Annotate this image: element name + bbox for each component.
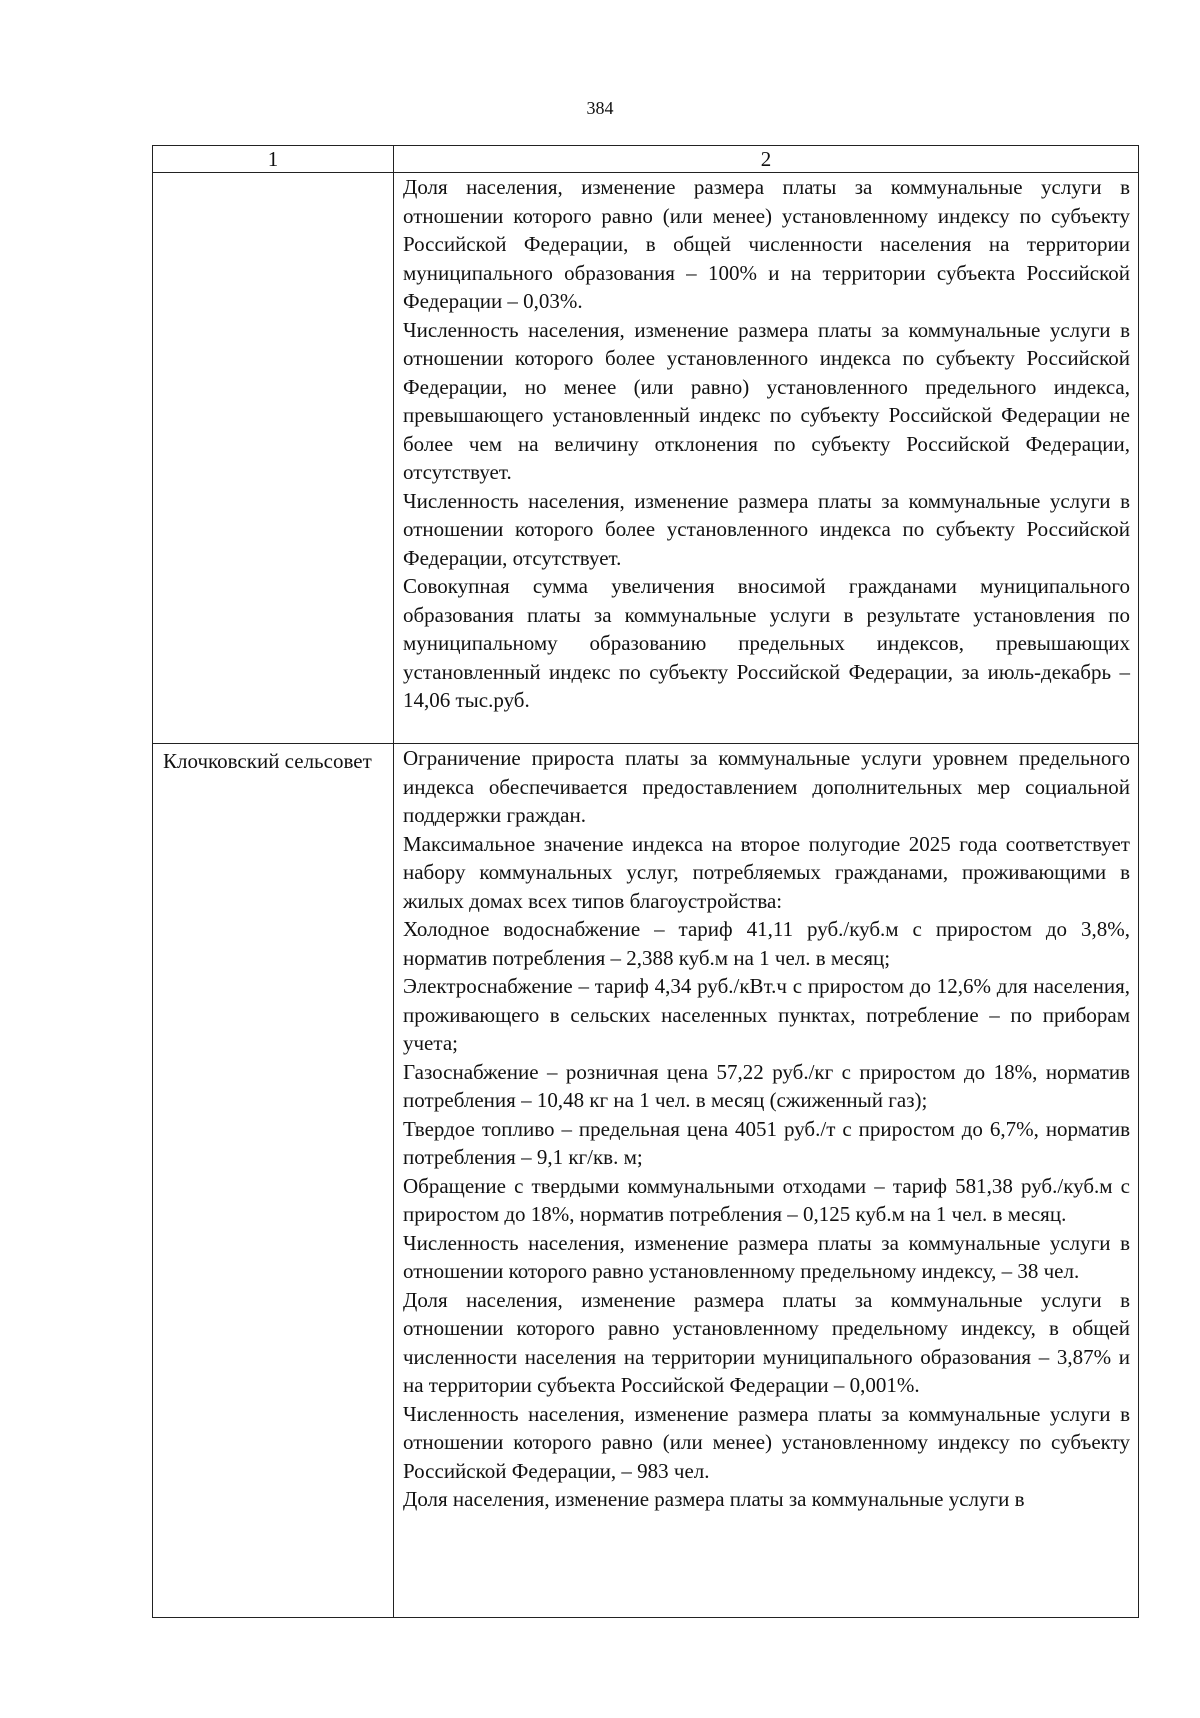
paragraph: Доля населения, изменение размера платы за коммунальные услуги в отношении которого равно установленному предельному индексу, в общей численности населения на территории муниципального образования – 3,87% и на территории субъекта Российской Федерации – 0,001%. — [403, 1287, 1130, 1397]
description-cell — [394, 173, 1139, 744]
description-cell — [394, 744, 1139, 1618]
column-header-2: 2 — [394, 146, 1139, 173]
table-row — [153, 744, 1139, 1618]
paragraph: Твердое топливо – предельная цена 4051 руб./т с приростом до 6,7%, норматив потребления – 9,1 кг/кв. м; — [403, 1116, 1130, 1169]
table-header-row — [153, 146, 1139, 173]
paragraph: Численность населения, изменение размера платы за коммунальные услуги в отношении которого равно (или менее) установленному индексу по субъекту Российской Федерации, – 983 чел. — [403, 1401, 1130, 1483]
column-header-1: 1 — [153, 146, 394, 173]
paragraph: Ограничение прироста платы за коммунальные услуги уровнем предельного индекса обеспечивается предоставлением дополнительных мер социальной поддержки граждан. — [403, 746, 1130, 827]
paragraph: Совокупная сумма увеличения вносимой гражданами муниципального образования платы за коммунальные услуги в результате установления по муниципальному образованию предельных индексов, превышающих установленный индекс по субъекту Российской Федерации, за июль-декабрь – 14,06 тыс.руб. — [403, 574, 1130, 712]
document-table — [152, 145, 1139, 1618]
paragraph: Численность населения, изменение размера платы за коммунальные услуги в отношении которого равно установленному предельному индексу, – 38 чел. — [403, 1230, 1130, 1283]
page-number: 384 — [586, 98, 614, 118]
paragraph: Доля населения, изменение размера платы за коммунальные услуги в отношении которого равно (или менее) установленному индексу по субъекту Российской Федерации, в общей численности населения на территории муниципального образования – 100% и на территории субъекта Российской Федерации – 0,03%. — [403, 175, 1130, 313]
paragraph: Максимальное значение индекса на второе полугодие 2025 года соответствует набору коммунальных услуг, потребляемых гражданами, проживающими в жилых домах всех типов благоустройства: — [403, 831, 1130, 913]
paragraph: Газоснабжение – розничная цена 57,22 руб./кг с приростом до 18%, норматив потребления – 10,48 кг на 1 чел. в месяц (сжиженный газ); — [403, 1059, 1130, 1112]
municipality-name-cell: Клочковский сельсовет — [153, 744, 394, 1618]
paragraph: Холодное водоснабжение – тариф 41,11 руб./куб.м с приростом до 3,8%, норматив потребления – 2,388 куб.м на 1 чел. в месяц; — [403, 917, 1130, 970]
paragraph: Численность населения, изменение размера платы за коммунальные услуги в отношении которого более установленного индекса по субъекту Российской Федерации, но менее (или равно) установленного предельного индекса, превышающего установленный индекс по субъекту Российской Федерации не более чем на величину отклонения по субъекту Российской Федерации, отсутствует. — [403, 317, 1130, 484]
paragraph: Численность населения, изменение размера платы за коммунальные услуги в отношении которого более установленного индекса по субъекту Российской Федерации, отсутствует. — [403, 488, 1130, 570]
municipality-name-cell — [153, 173, 394, 744]
paragraph: Обращение с твердыми коммунальными отходами – тариф 581,38 руб./куб.м с приростом до 18%, норматив потребления – 0,125 куб.м на 1 чел. в месяц. — [403, 1173, 1130, 1226]
paragraph: Доля населения, изменение размера платы за коммунальные услуги в — [403, 1487, 1025, 1511]
table-row — [153, 173, 1139, 744]
paragraph: Электроснабжение – тариф 4,34 руб./кВт.ч с приростом до 12,6% для населения, проживающего в сельских населенных пунктах, потребление – по приборам учета; — [403, 974, 1130, 1055]
